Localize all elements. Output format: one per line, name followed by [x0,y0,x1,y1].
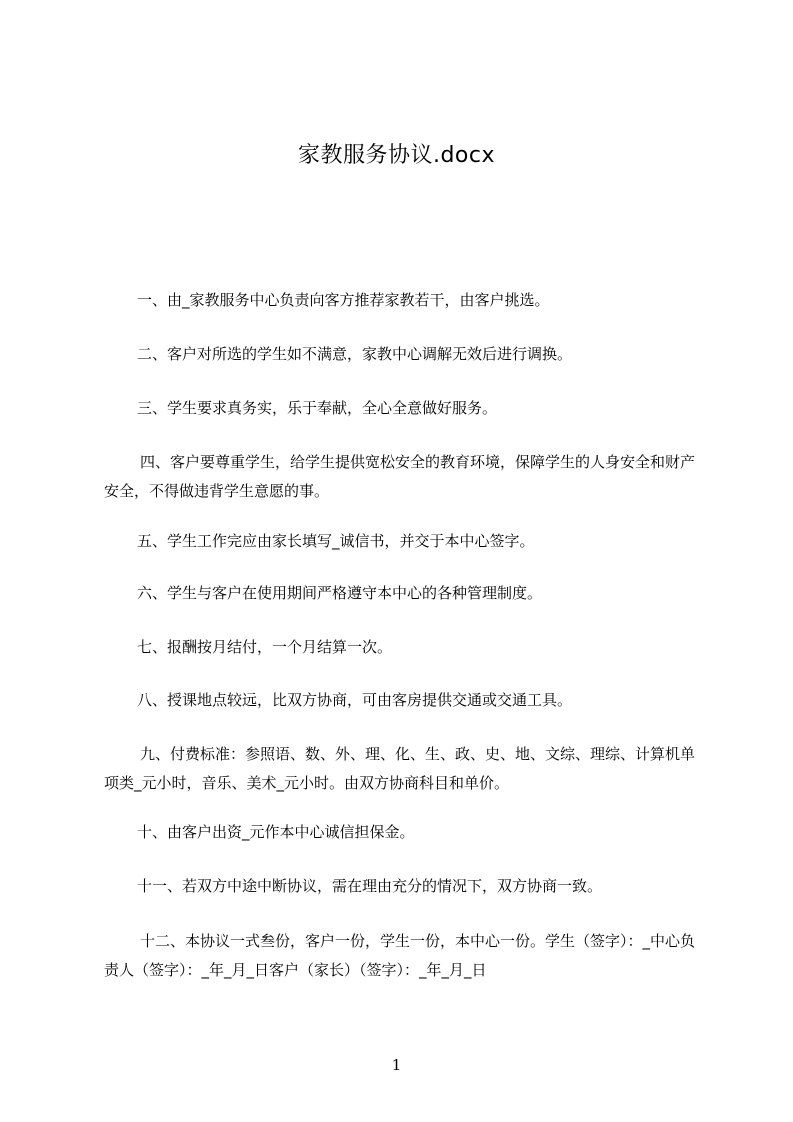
page-number: 1 [391,1056,402,1074]
paragraph-3: 三、学生要求真务实，乐于奉献，全心全意做好服务。 [137,399,498,417]
paragraph-2: 二、客户对所选的学生如不满意，家教中心调解无效后进行调换。 [137,345,573,363]
paragraph-12: 十二、本协议一式叁份，客户一份，学生一份，本中心一份。学生（签字）：_中心负责人（签字）：_年_月_日客户（家长）（签字）：_年_月_日 [104,932,696,979]
document-title: 家教服务协议.docx [297,143,496,168]
paragraph-7: 七、报酬按月结付，一个月结算一次。 [137,638,393,656]
paragraph-10: 十、由客户出资_元作本中心诚信担保金。 [137,823,415,841]
paragraph-11: 十一、若双方中途中断协议，需在理由充分的情况下，双方协商一致。 [137,877,603,895]
paragraph-9: 九、付费标准：参照语、数、外、理、化、生、政、史、地、文综、理综、计算机单项类_元小时，音乐、美术_元小时。由双方协商科目和单价。 [104,745,696,792]
paragraph-1: 一、由_家教服务中心负责向客方推荐家教若干，由客户挑选。 [137,291,550,309]
paragraph-4: 四、客户要尊重学生，给学生提供宽松安全的教育环境，保障学生的人身安全和财产安全，不得做违背学生意愿的事。 [104,453,696,500]
paragraph-5: 五、学生工作完应由家长填写_诚信书，并交于本中心签字。 [137,532,535,550]
paragraph-8: 八、授课地点较远，比双方协商，可由客房提供交通或交通工具。 [137,691,573,709]
paragraph-6: 六、学生与客户在使用期间严格遵守本中心的各种管理制度。 [137,584,543,602]
